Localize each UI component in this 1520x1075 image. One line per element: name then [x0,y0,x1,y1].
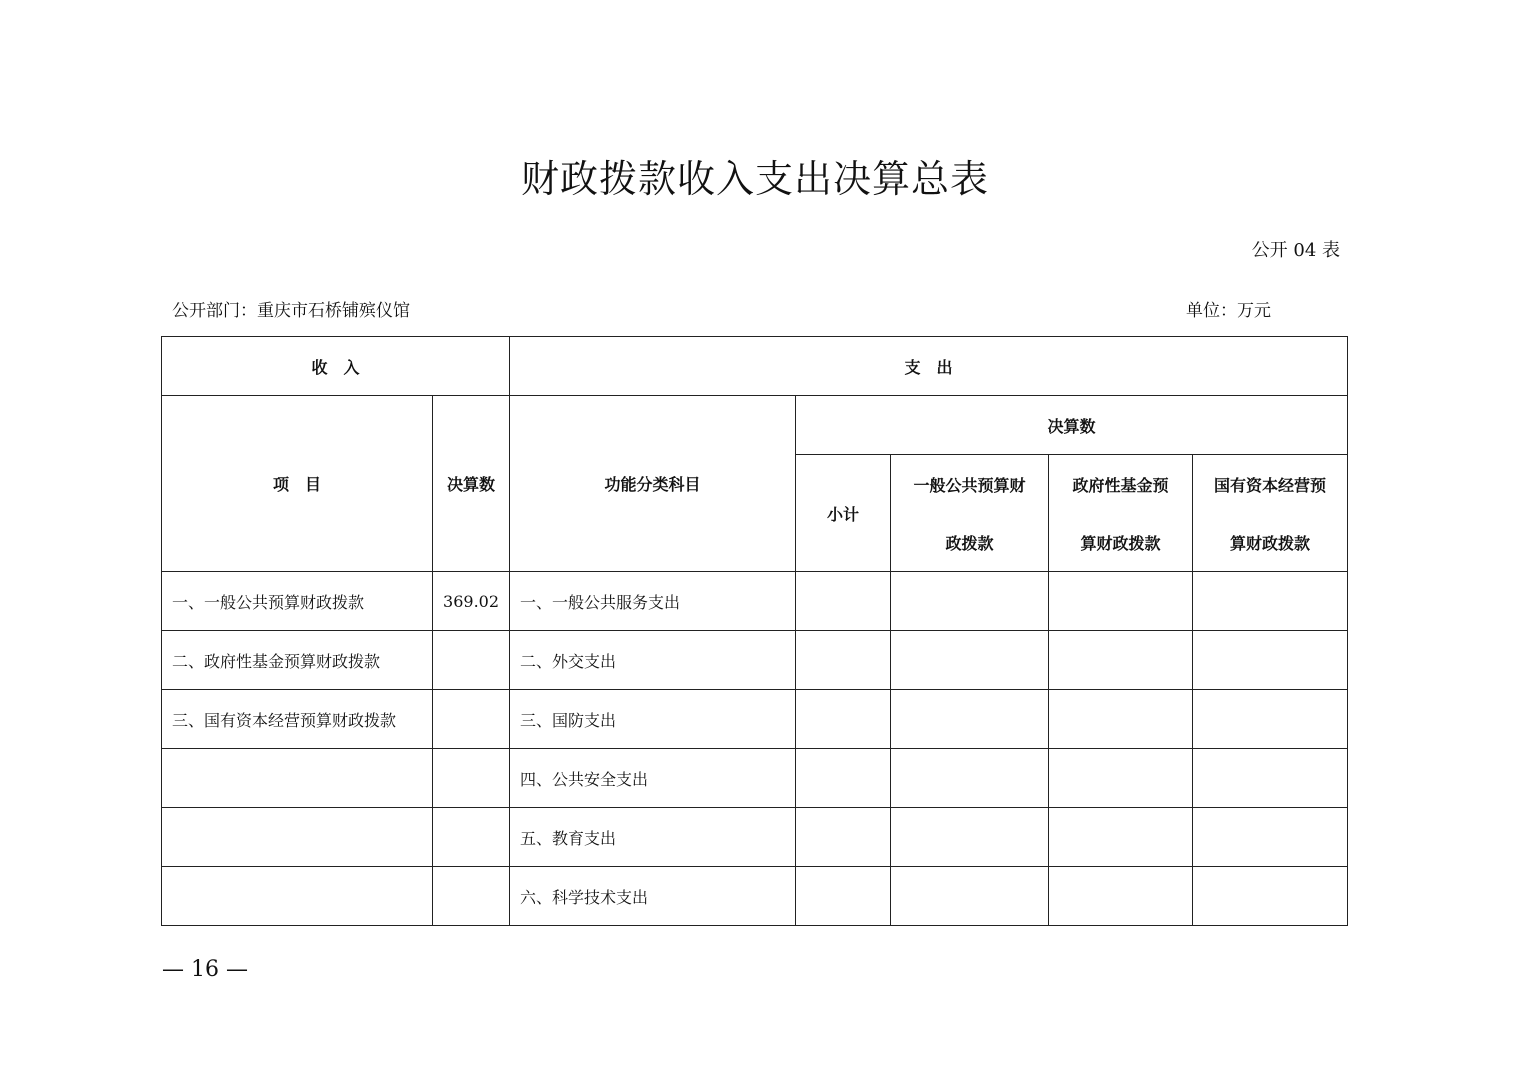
general-budget-cell [891,749,1049,808]
income-item-cell [162,808,433,867]
unit-label: 单位：万元 [1186,301,1271,321]
income-item-cell: 一、一般公共预算财政拨款 [162,572,433,631]
department-label: 公开部门：重庆市石桥铺殡仪馆 [172,301,410,321]
table-row [162,749,1348,808]
state-capital-cell [1193,631,1348,690]
table-row [162,867,1348,926]
function-category-header: 功能分类科目 [510,396,796,572]
income-amount-cell [433,749,510,808]
header-row-1 [162,337,1348,396]
table-row [162,572,1348,631]
gov-fund-cell [1049,690,1193,749]
income-header: 收 入 [162,337,510,396]
state-capital-header-line1: 国有资本经营预 [1193,455,1348,514]
table-code: 公开 04 表 [1251,240,1340,261]
final-amount-group-header: 决算数 [796,396,1348,455]
subtotal-cell [796,867,891,926]
state-capital-cell [1193,572,1348,631]
subtotal-cell [796,690,891,749]
subtotal-header: 小计 [796,455,891,572]
expense-header: 支 出 [510,337,1348,396]
expense-category-cell: 五、教育支出 [510,808,796,867]
subtotal-cell [796,631,891,690]
page-number: — 16 — [162,957,248,982]
income-item-cell: 二、政府性基金预算财政拨款 [162,631,433,690]
gov-fund-header-line2: 算财政拨款 [1049,513,1193,572]
gov-fund-header-line1: 政府性基金预 [1049,455,1193,514]
gov-fund-cell [1049,572,1193,631]
expense-category-cell: 六、科学技术支出 [510,867,796,926]
table-row [162,808,1348,867]
general-budget-cell [891,572,1049,631]
general-budget-cell [891,690,1049,749]
general-budget-header-line1: 一般公共预算财 [891,455,1049,514]
state-capital-cell [1193,690,1348,749]
item-header: 项 目 [162,396,433,572]
income-amount-cell [433,690,510,749]
expense-category-cell: 三、国防支出 [510,690,796,749]
income-item-cell [162,749,433,808]
general-budget-cell [891,631,1049,690]
income-item-cell: 三、国有资本经营预算财政拨款 [162,690,433,749]
budget-table [161,336,1348,926]
header-row-2 [162,396,1348,455]
income-item-cell [162,867,433,926]
income-amount-cell [433,867,510,926]
state-capital-cell [1193,808,1348,867]
income-amount-cell: 369.02 [433,572,510,631]
expense-category-cell: 二、外交支出 [510,631,796,690]
general-budget-cell [891,867,1049,926]
state-capital-cell [1193,867,1348,926]
subtotal-cell [796,808,891,867]
page-title: 财政拨款收入支出决算总表 [520,157,989,201]
state-capital-header-line2: 算财政拨款 [1193,513,1348,572]
gov-fund-cell [1049,808,1193,867]
table-row [162,631,1348,690]
subtotal-cell [796,572,891,631]
general-budget-cell [891,808,1049,867]
income-amount-cell [433,808,510,867]
gov-fund-cell [1049,867,1193,926]
general-budget-header-line2: 政拨款 [891,513,1049,572]
subtotal-cell [796,749,891,808]
gov-fund-cell [1049,749,1193,808]
gov-fund-cell [1049,631,1193,690]
income-amount-cell [433,631,510,690]
expense-category-cell: 一、一般公共服务支出 [510,572,796,631]
table-row [162,690,1348,749]
final-amount-header: 决算数 [433,396,510,572]
expense-category-cell: 四、公共安全支出 [510,749,796,808]
state-capital-cell [1193,749,1348,808]
